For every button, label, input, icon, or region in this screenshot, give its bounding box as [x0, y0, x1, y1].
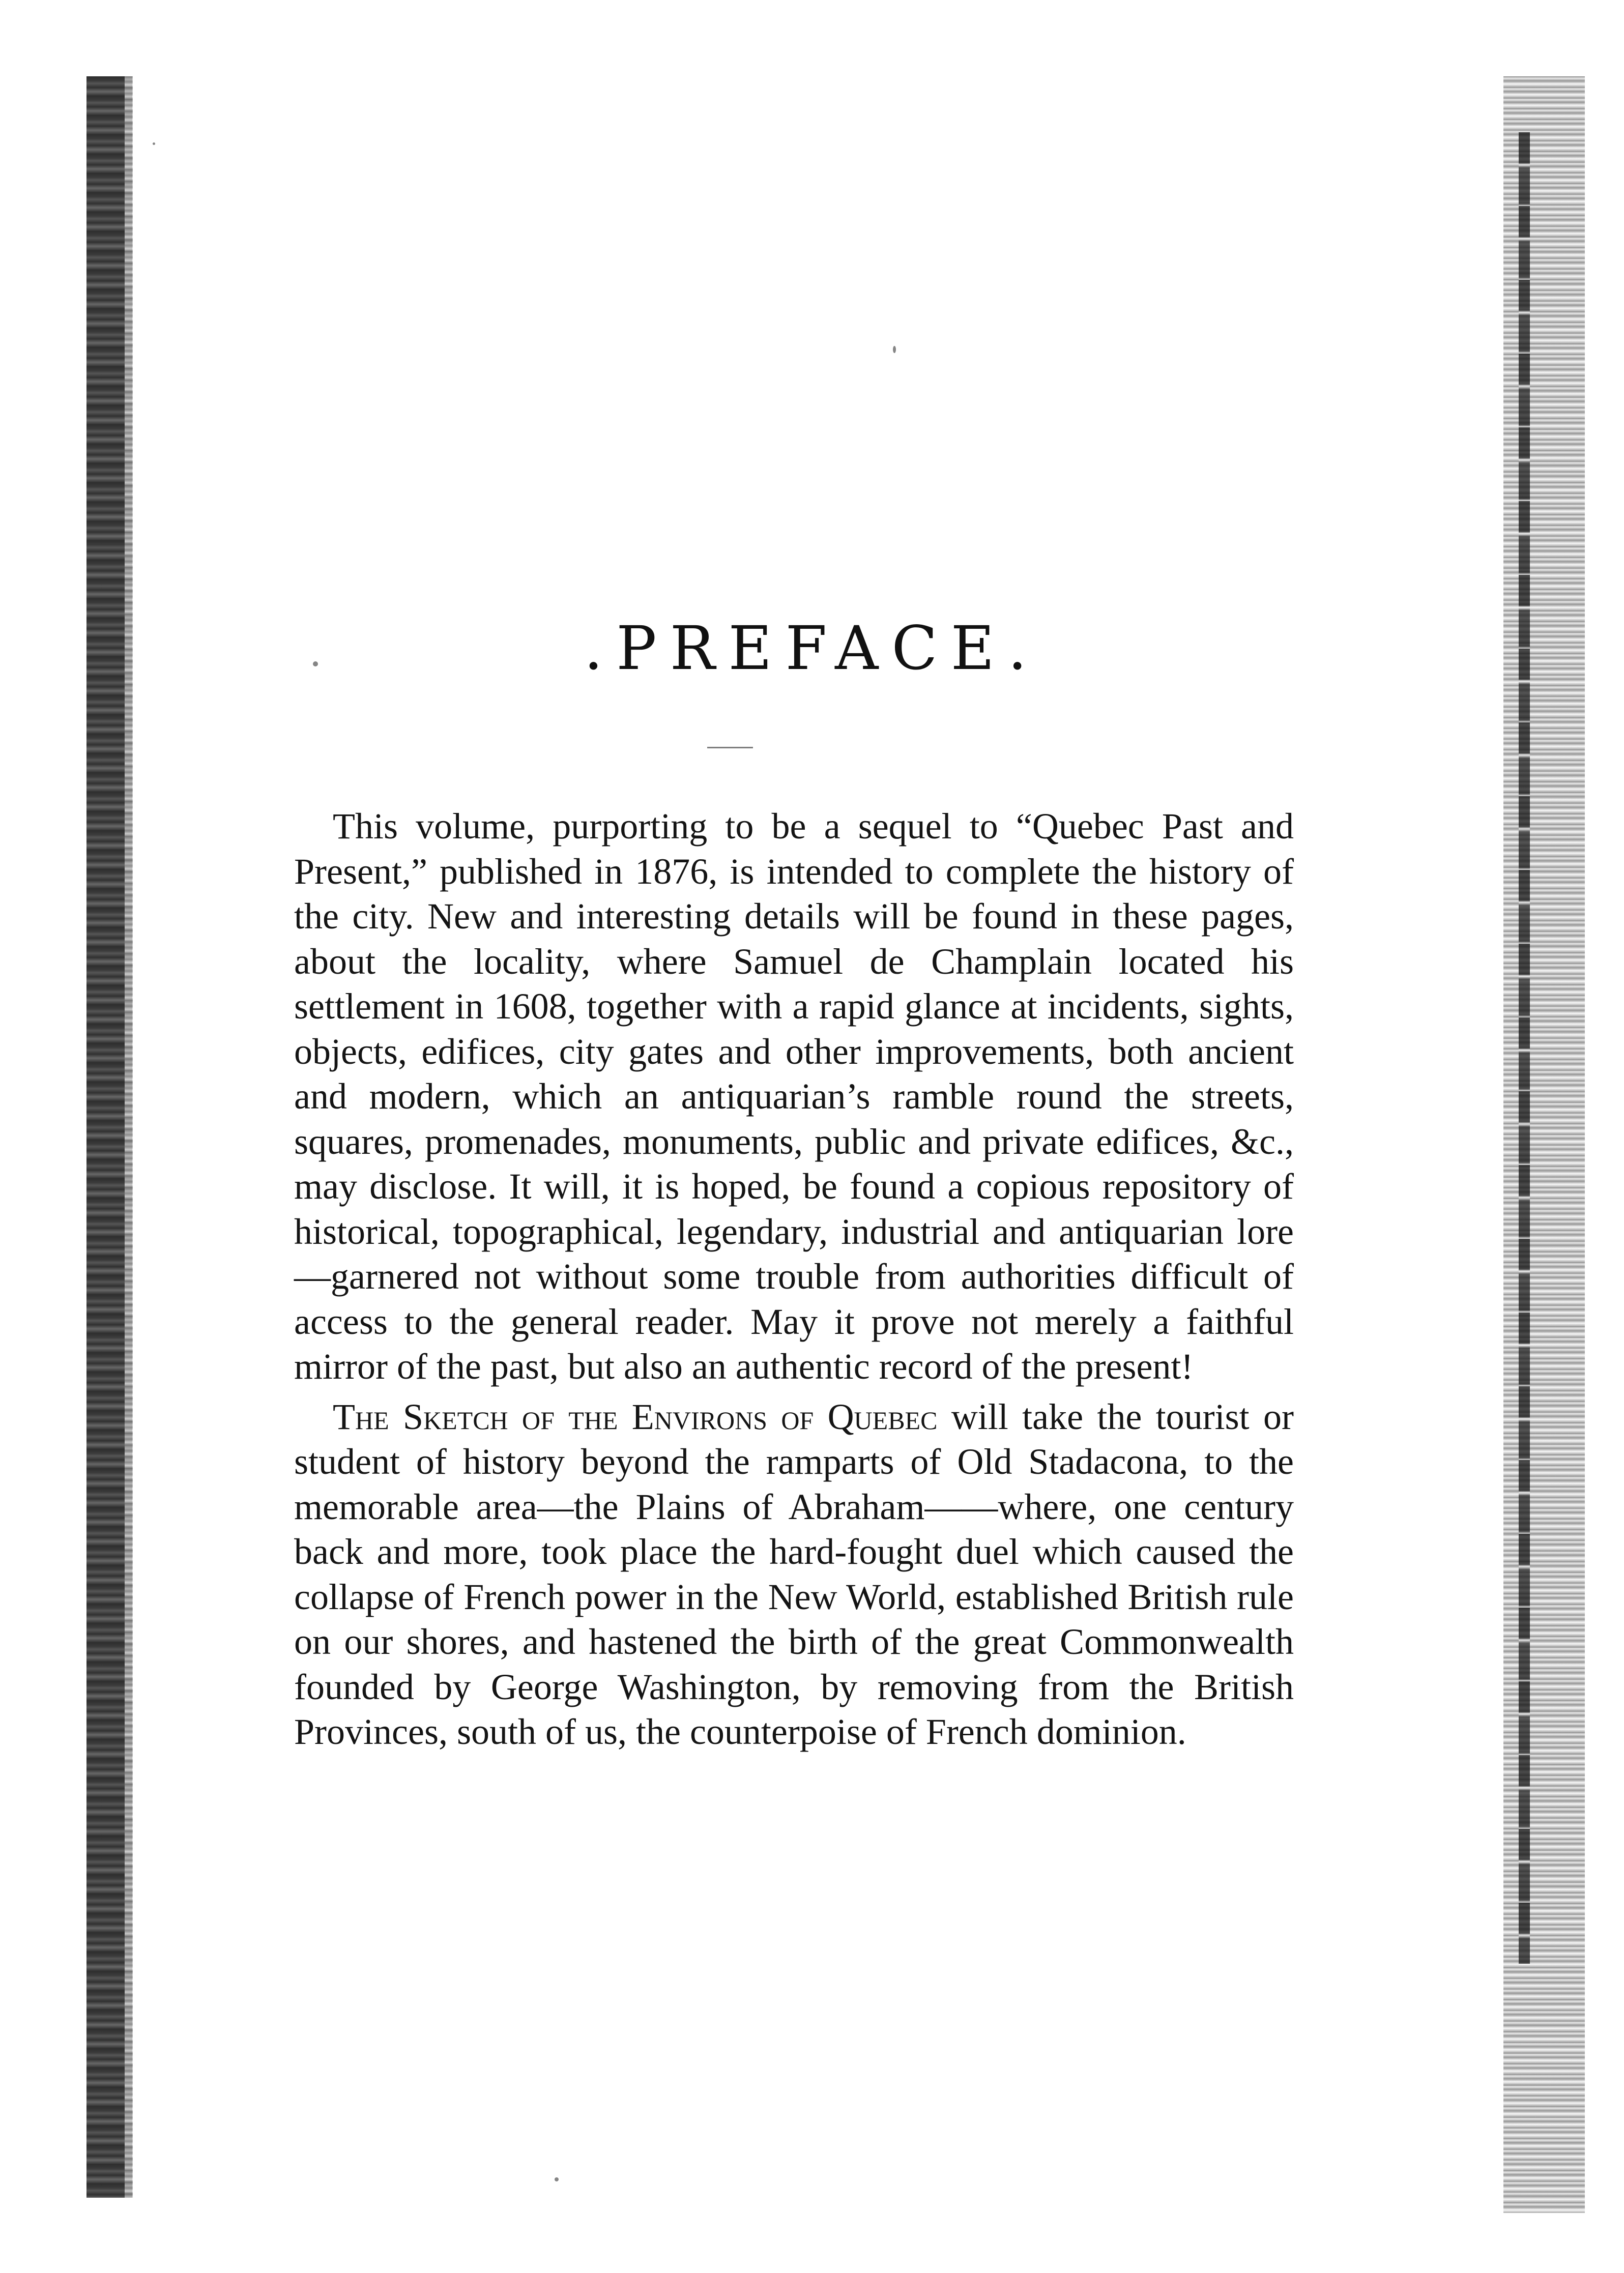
title-rule — [707, 747, 753, 748]
page-title: .PREFACE. — [584, 613, 1040, 683]
scan-speck — [555, 2177, 559, 2181]
scan-edge-noise — [1503, 76, 1585, 2213]
scan-edge-bar — [1519, 132, 1530, 1964]
paragraph-2 — [294, 1394, 1294, 1755]
paragraph-1 — [294, 804, 1294, 1389]
paragraph-text: will take the tourist or student of history beyond the ramparts of Old Stadacona, to the memorable area—the Plains of Abraham——where, one century back and more, took place the hard-fought duel which caused the collapse of French power in the New World, established British rule on our shores, and hastened the birth of the great Commonwealth founded by George Washington, by removing from the British Provinces, south of us, the counterpoise of French dominion. — [294, 1396, 1294, 1752]
scan-speck — [893, 346, 896, 353]
paragraph-lead: The Sketch of the Environs of Quebec — [333, 1396, 938, 1437]
scan-speck — [153, 142, 155, 145]
binding-gutter-edge — [125, 76, 133, 2198]
paragraph-text: This volume, purporting to be a sequel to “Quebec Past and Present,” published in 1876, is intended to complete the history of the city. New and interesting details will be found in these pages, about the locality, where Samuel de Champlain located his settlement in 1608, together with a rapid glance at incidents, sights, objects, edifices, city gates and other improvements, both ancient and modern, which an antiquarian’s ramble round the streets, squares, promenades, monuments, public and private edifices, &c., may disclose. It will, it is hoped, be found a copious repository of historical, topographical, legendary, industrial and antiquarian lore—garnered not without some trouble from authorities difficult of access to the general reader. May it prove not merely a faithful mirror of the past, but also an authentic record of the present! — [294, 806, 1294, 1387]
preface-body — [294, 804, 1294, 1755]
